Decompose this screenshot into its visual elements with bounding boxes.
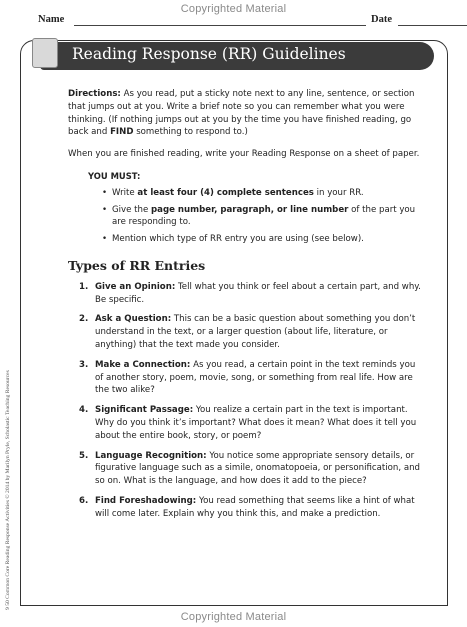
- type-number: 1.: [79, 281, 89, 292]
- page-title: Reading Response (RR) Guidelines: [72, 45, 346, 63]
- type-entry: [79, 450, 422, 488]
- watermark-top: Copyrighted Material: [180, 3, 287, 15]
- type-number: 6.: [79, 495, 89, 506]
- side-credit: [1, 330, 13, 610]
- content: [68, 88, 422, 528]
- when-finished-paragraph: When you are finished reading, write your Reading Response on a sheet of paper.: [68, 149, 420, 160]
- type-entry: [79, 404, 422, 442]
- type-number: 3.: [79, 359, 89, 370]
- type-text: You realize a certain part in the text is important. Why do you think it’s important? What does it mean? What does it tell you about the entire book, story, or poem?: [95, 405, 417, 441]
- type-label: Make a Connection:: [95, 359, 191, 370]
- item-text: Give the: [112, 204, 151, 215]
- type-label: Give an Opinion:: [95, 281, 176, 292]
- item-text: of the part you are responding to.: [112, 204, 416, 228]
- type-label: Language Recognition:: [95, 450, 207, 461]
- date-label: Date: [371, 14, 392, 25]
- type-text: You read something that seems like a hint of what will come later. Explain why you think this, and make a prediction.: [95, 495, 415, 519]
- directions-text-2: something to respond to.): [133, 127, 248, 138]
- name-date-row: [38, 14, 438, 28]
- type-text: You notice some appropriate sensory details, or figurative language such as a simile, onomatopoeia, or personification, and so on. What is the language, and how does it add to the piece?: [95, 450, 420, 487]
- item-text: Write: [112, 187, 138, 198]
- you-must-label: YOU MUST:: [88, 170, 141, 181]
- types-heading: Types of RR Entries: [68, 257, 206, 273]
- directions-paragraph: [68, 88, 422, 139]
- type-entry: [79, 313, 422, 351]
- type-entry: [79, 281, 422, 307]
- name-line: [74, 25, 366, 26]
- item-text: Mention which type of RR entry you are using (see below).: [112, 234, 364, 245]
- type-number: 5.: [79, 450, 89, 461]
- type-number: 4.: [79, 405, 89, 416]
- type-label: Significant Passage:: [95, 405, 194, 416]
- directions-label: Directions:: [68, 89, 121, 99]
- type-entry: [79, 495, 422, 521]
- you-must-list: [102, 187, 422, 246]
- name-label: Name: [38, 14, 65, 25]
- type-number: 2.: [79, 314, 89, 325]
- you-must-item: [102, 233, 422, 246]
- directions-text-1: As you read, put a sticky note next to any line, sentence, or section that jumps out at you. Write a brief note so you can remember what you were thinking. (If nothing jumps out at you by the time you have finished reading, go back and: [68, 89, 415, 138]
- header-tab-decoration: [32, 38, 58, 68]
- type-label: Find Foreshadowing:: [95, 495, 197, 506]
- date-line: [398, 25, 467, 26]
- type-text: Tell what you think or feel about a certain part, and why. Be specific.: [95, 281, 421, 305]
- item-text: in your RR.: [313, 187, 364, 198]
- item-bold: at least four (4) complete sentences: [137, 187, 314, 198]
- side-credit-text: 9 50 Common Core Reading Response Activities © 2014 by Marilyn Pryle, Scholastic Teaching Resources: [5, 370, 11, 610]
- types-list: [79, 281, 422, 521]
- type-text: This can be a basic question about something you don’t understand in the text, or a larger question (about life, literature, or anything) that the text made you consider.: [95, 314, 416, 350]
- type-entry: [79, 359, 422, 397]
- you-must-item: [102, 204, 422, 230]
- type-label: Ask a Question:: [95, 314, 172, 325]
- directions-find: FIND: [110, 127, 134, 138]
- type-text: As you read, a certain point in the text reminds you of another story, poem, movie, song, or something from real life. How are the two alike?: [95, 359, 416, 396]
- watermark-bottom: Copyrighted Material: [180, 611, 287, 623]
- you-must-item: [102, 187, 422, 200]
- item-bold: page number, paragraph, or line number: [151, 204, 349, 215]
